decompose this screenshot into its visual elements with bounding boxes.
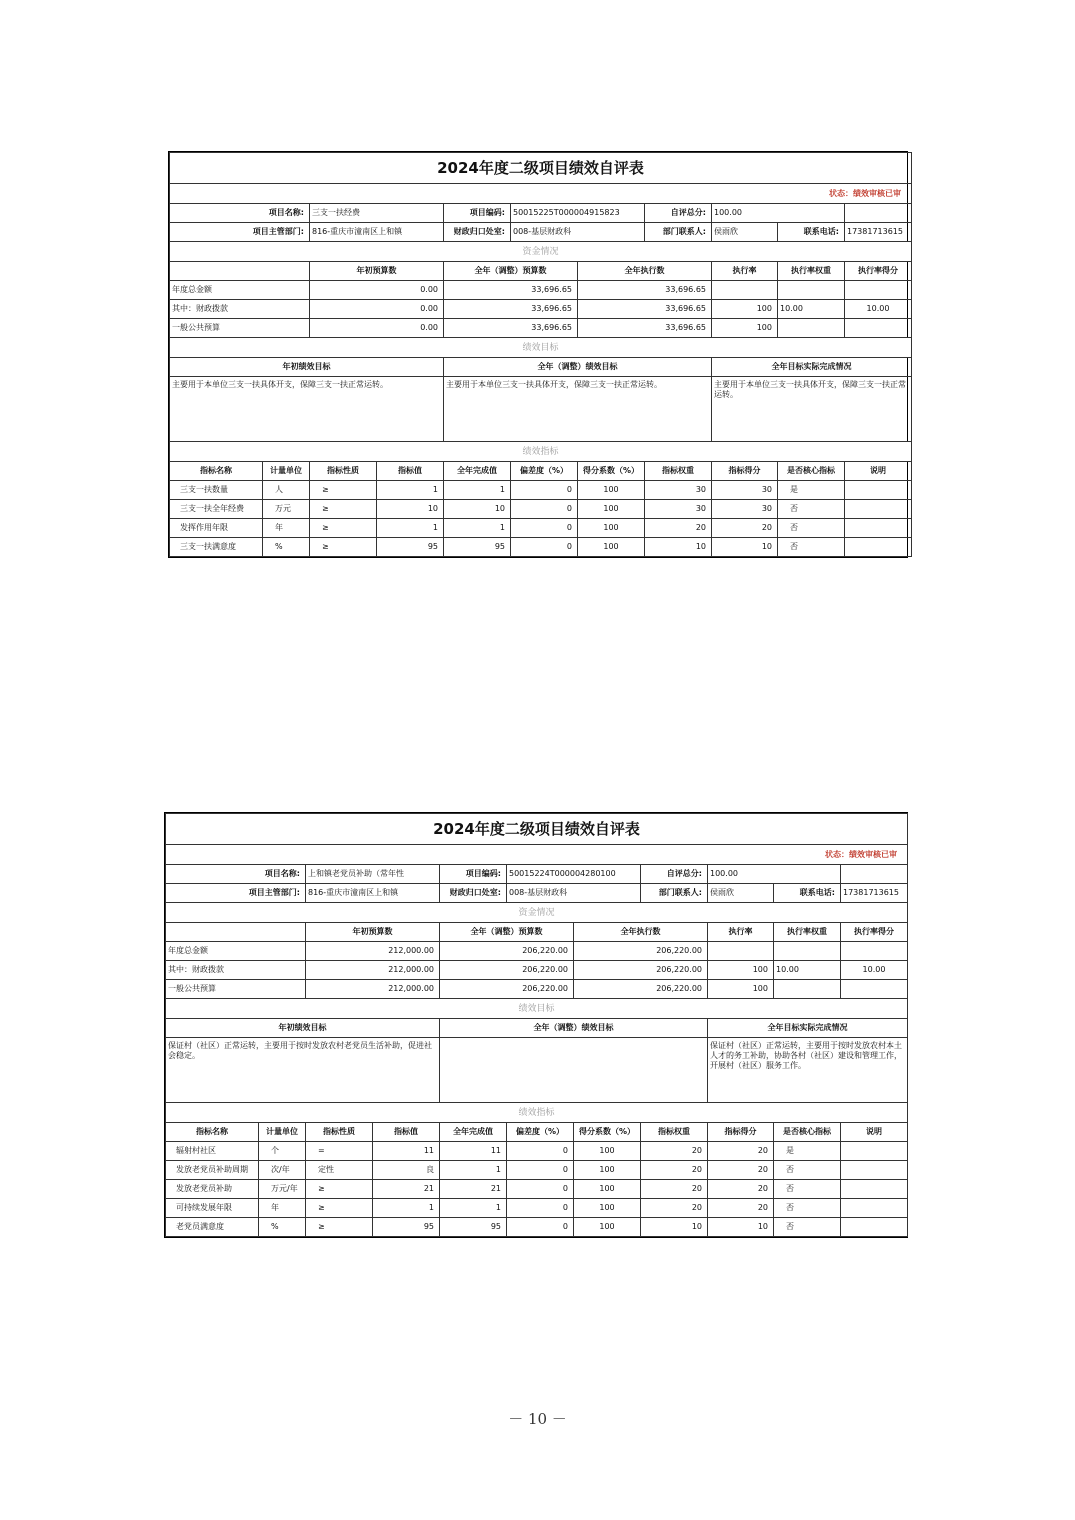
target-cell: 良 [373,1161,440,1180]
goals-header: 全年目标实际完成情况 [712,358,912,377]
execution-rate-cell: 100 [708,961,774,980]
funds-header: 年初预算数 [310,262,444,281]
project-name-value: 上和镇老党员补助（常年性 [306,865,440,884]
target-cell: 95 [377,538,444,557]
adjusted-budget-cell: 206,220.00 [440,961,574,980]
goals-header: 年初绩效目标 [170,358,444,377]
indicator-row [170,538,912,557]
indicator-row [170,519,912,538]
score-cell: 10 [708,1218,774,1237]
project-name-label: 项目名称: [170,204,310,223]
weight-cell: 20 [641,1180,708,1199]
actual-goal-text: 保证村（社区）正常运转，主要用于按时发放农村本土人才的务工补助，协助各村（社区）建设和管理工作，开展村（社区）服务工作。 [708,1038,908,1103]
dept-value: 816-重庆市潼南区上和镇 [306,884,440,903]
target-cell: 10 [377,500,444,519]
indicator-header: 全年完成值 [444,462,511,481]
unit-cell: 人 [263,481,310,500]
coef-cell: 100 [574,1180,641,1199]
funds-row [170,300,912,319]
score-label: 自评总分: [645,204,712,223]
score-value: 100.00 [712,204,845,223]
funds-header: 全年执行数 [574,923,708,942]
deviation-cell: 0 [507,1180,574,1199]
goals-header: 全年目标实际完成情况 [708,1019,908,1038]
executed-cell: 206,220.00 [574,942,708,961]
weight-cell: 20 [641,1199,708,1218]
phone-value: 17381713615 [841,884,908,903]
score-cell: 30 [712,481,778,500]
coef-cell: 100 [578,500,645,519]
initial-goal-text: 保证村（社区）正常运转，主要用于按时发放农村老党员生活补助，促进社会稳定。 [166,1038,440,1103]
form-title: 2024年度二级项目绩效自评表 [166,814,908,845]
note-cell [841,1161,908,1180]
executed-cell: 206,220.00 [574,980,708,999]
coef-cell: 100 [578,519,645,538]
funds-header: 执行率权重 [778,262,845,281]
goals-header: 全年（调整）绩效目标 [440,1019,708,1038]
funds-header: 全年执行数 [578,262,712,281]
nature-cell: ≥ [310,500,377,519]
coef-cell: 100 [574,1199,641,1218]
target-cell: 11 [373,1142,440,1161]
note-cell [845,538,912,557]
rate-score-cell [841,980,908,999]
adjusted-budget-cell: 33,696.65 [444,281,578,300]
unit-cell: 次/年 [259,1161,306,1180]
execution-rate-cell [712,281,778,300]
coef-cell: 100 [574,1161,641,1180]
project-code-label: 项目编码: [440,865,507,884]
weight-cell: 20 [641,1161,708,1180]
weight-cell: 30 [645,481,712,500]
funds-header: 全年（调整）预算数 [444,262,578,281]
performance-form-1 [168,151,908,558]
execution-rate-cell [708,942,774,961]
adjusted-budget-cell: 33,696.65 [444,300,578,319]
initial-budget-cell: 212,000.00 [306,942,440,961]
note-cell [841,1218,908,1237]
empty-cell [845,204,912,223]
indicator-header: 计量单位 [263,462,310,481]
goals-header: 全年（调整）绩效目标 [444,358,712,377]
coef-cell: 100 [578,538,645,557]
project-code-value: 50015225T000004915823 [511,204,645,223]
deviation-cell: 0 [511,500,578,519]
indicator-name: 发放老党员补助周期 [166,1161,259,1180]
funds-row [166,980,908,999]
funds-row-label: 其中：财政拨款 [170,300,310,319]
indicator-header: 指标性质 [310,462,377,481]
core-cell: 否 [778,538,845,557]
actual-goal-text: 主要用于本单位三支一扶具体开支，保障三支一扶正常运转。 [712,377,912,442]
score-value: 100.00 [708,865,841,884]
nature-cell: = [306,1142,373,1161]
funds-section-header: 资金情况 [170,242,912,262]
nature-cell: ≥ [306,1180,373,1199]
indicator-header: 是否核心指标 [774,1123,841,1142]
indicator-header: 指标得分 [708,1123,774,1142]
contact-label: 部门联系人: [641,884,708,903]
completed-cell: 11 [440,1142,507,1161]
completed-cell: 1 [440,1199,507,1218]
executed-cell: 33,696.65 [578,300,712,319]
indicator-name: 可持续发展年限 [166,1199,259,1218]
note-cell [845,500,912,519]
funds-header: 执行率得分 [845,262,912,281]
score-cell: 30 [712,500,778,519]
completed-cell: 10 [444,500,511,519]
adjusted-budget-cell: 206,220.00 [440,980,574,999]
deviation-cell: 0 [507,1199,574,1218]
nature-cell: ≥ [310,538,377,557]
unit-cell: 万元 [263,500,310,519]
indicator-header: 全年完成值 [440,1123,507,1142]
rate-score-cell [845,281,912,300]
core-cell: 否 [774,1199,841,1218]
project-code-value: 50015224T000004280100 [507,865,641,884]
indicator-row [166,1161,908,1180]
indicator-header: 指标名称 [170,462,263,481]
phone-label: 联系电话: [778,223,845,242]
core-cell: 否 [774,1161,841,1180]
deviation-cell: 0 [511,481,578,500]
rate-weight-cell [778,281,845,300]
rate-score-cell: 10.00 [845,300,912,319]
indicator-header: 是否核心指标 [778,462,845,481]
core-cell: 否 [774,1218,841,1237]
indicator-name: 发放老党员补助 [166,1180,259,1199]
initial-budget-cell: 212,000.00 [306,961,440,980]
contact-value: 侯雨欣 [708,884,774,903]
score-label: 自评总分: [641,865,708,884]
indicator-header: 得分系数（%） [578,462,645,481]
indicator-name: 老党员满意度 [166,1218,259,1237]
weight-cell: 10 [641,1218,708,1237]
coef-cell: 100 [574,1218,641,1237]
finance-value: 008-基层财政科 [511,223,645,242]
dept-value: 816-重庆市潼南区上和镇 [310,223,444,242]
rate-score-cell: 10.00 [841,961,908,980]
rate-score-cell [841,942,908,961]
indicator-name: 三支一扶全年经费 [170,500,263,519]
core-cell: 否 [778,519,845,538]
note-cell [841,1199,908,1218]
phone-value: 17381713615 [845,223,912,242]
completed-cell: 1 [440,1161,507,1180]
rate-weight-cell [778,319,845,338]
indicators-section-header: 绩效指标 [170,442,912,462]
execution-rate-cell: 100 [712,300,778,319]
initial-budget-cell: 0.00 [310,300,444,319]
rate-weight-cell: 10.00 [778,300,845,319]
initial-goal-text: 主要用于本单位三支一扶具体开支，保障三支一扶正常运转。 [170,377,444,442]
adjusted-goal-text: 主要用于本单位三支一扶具体开支，保障三支一扶正常运转。 [444,377,712,442]
contact-value: 侯雨欣 [712,223,778,242]
core-cell: 是 [778,481,845,500]
score-cell: 20 [708,1161,774,1180]
funds-header: 执行率 [712,262,778,281]
indicator-name: 发挥作用年限 [170,519,263,538]
indicator-header: 指标得分 [712,462,778,481]
rate-score-cell [845,319,912,338]
weight-cell: 10 [645,538,712,557]
goals-header: 年初绩效目标 [166,1019,440,1038]
funds-row-label: 年度总金额 [166,942,306,961]
indicator-name: 三支一扶满意度 [170,538,263,557]
funds-header: 执行率权重 [774,923,841,942]
score-cell: 20 [708,1142,774,1161]
finance-label: 财政归口处室: [440,884,507,903]
funds-header: 年初预算数 [306,923,440,942]
funds-row [170,281,912,300]
indicator-header: 说明 [841,1123,908,1142]
executed-cell: 206,220.00 [574,961,708,980]
unit-cell: 年 [263,519,310,538]
funds-row-label: 一般公共预算 [170,319,310,338]
adjusted-goal-text [440,1038,708,1103]
weight-cell: 20 [645,519,712,538]
executed-cell: 33,696.65 [578,281,712,300]
adjusted-budget-cell: 206,220.00 [440,942,574,961]
unit-cell: 万元/年 [259,1180,306,1199]
project-name-value: 三支一扶经费 [310,204,444,223]
deviation-cell: 0 [511,538,578,557]
indicator-header: 偏差度（%） [511,462,578,481]
nature-cell: ≥ [306,1199,373,1218]
initial-budget-cell: 0.00 [310,319,444,338]
status-badge: 状态：绩效审核已审 [170,184,912,204]
empty-cell [170,262,310,281]
indicator-header: 指标性质 [306,1123,373,1142]
completed-cell: 21 [440,1180,507,1199]
completed-cell: 95 [440,1218,507,1237]
funds-header: 执行率得分 [841,923,908,942]
unit-cell: % [263,538,310,557]
indicator-row [166,1218,908,1237]
executed-cell: 33,696.65 [578,319,712,338]
indicator-name: 辐射村社区 [166,1142,259,1161]
completed-cell: 1 [444,519,511,538]
contact-label: 部门联系人: [645,223,712,242]
indicator-header: 计量单位 [259,1123,306,1142]
page-number: － 10 － [508,1410,567,1428]
adjusted-budget-cell: 33,696.65 [444,319,578,338]
indicator-header: 指标值 [377,462,444,481]
indicator-row [166,1199,908,1218]
indicator-header: 指标值 [373,1123,440,1142]
funds-header: 执行率 [708,923,774,942]
indicator-name: 三支一扶数量 [170,481,263,500]
funds-row [166,942,908,961]
status-badge: 状态：绩效审核已审 [166,845,908,865]
target-cell: 1 [377,519,444,538]
unit-cell: 个 [259,1142,306,1161]
indicator-header: 指标名称 [166,1123,259,1142]
empty-cell [166,923,306,942]
coef-cell: 100 [574,1142,641,1161]
goals-section-header: 绩效目标 [166,999,908,1019]
indicator-header: 指标权重 [641,1123,708,1142]
weight-cell: 20 [641,1142,708,1161]
nature-cell: ≥ [310,481,377,500]
deviation-cell: 0 [507,1218,574,1237]
nature-cell: ≥ [310,519,377,538]
score-cell: 20 [708,1199,774,1218]
indicator-row [170,481,912,500]
indicator-header: 得分系数（%） [574,1123,641,1142]
deviation-cell: 0 [511,519,578,538]
rate-weight-cell [774,942,841,961]
coef-cell: 100 [578,481,645,500]
phone-label: 联系电话: [774,884,841,903]
weight-cell: 30 [645,500,712,519]
note-cell [841,1142,908,1161]
unit-cell: % [259,1218,306,1237]
rate-weight-cell: 10.00 [774,961,841,980]
core-cell: 否 [778,500,845,519]
score-cell: 20 [708,1180,774,1199]
initial-budget-cell: 212,000.00 [306,980,440,999]
completed-cell: 95 [444,538,511,557]
funds-section-header: 资金情况 [166,903,908,923]
funds-row-label: 年度总金额 [170,281,310,300]
indicator-row [166,1180,908,1199]
score-cell: 10 [712,538,778,557]
target-cell: 95 [373,1218,440,1237]
form-title: 2024年度二级项目绩效自评表 [170,153,912,184]
core-cell: 否 [774,1180,841,1199]
project-code-label: 项目编码: [444,204,511,223]
execution-rate-cell: 100 [708,980,774,999]
score-cell: 20 [712,519,778,538]
indicators-section-header: 绩效指标 [166,1103,908,1123]
initial-budget-cell: 0.00 [310,281,444,300]
deviation-cell: 0 [507,1142,574,1161]
note-cell [845,481,912,500]
indicator-header: 说明 [845,462,912,481]
unit-cell: 年 [259,1199,306,1218]
funds-row [166,961,908,980]
funds-header: 全年（调整）预算数 [440,923,574,942]
deviation-cell: 0 [507,1161,574,1180]
dept-label: 项目主管部门: [170,223,310,242]
indicator-header: 指标权重 [645,462,712,481]
target-cell: 1 [373,1199,440,1218]
empty-cell [841,865,908,884]
completed-cell: 1 [444,481,511,500]
rate-weight-cell [774,980,841,999]
funds-row-label: 一般公共预算 [166,980,306,999]
nature-cell: ≥ [306,1218,373,1237]
indicator-header: 偏差度（%） [507,1123,574,1142]
indicator-row [170,500,912,519]
indicator-row [166,1142,908,1161]
target-cell: 21 [373,1180,440,1199]
project-name-label: 项目名称: [166,865,306,884]
finance-value: 008-基层财政科 [507,884,641,903]
dept-label: 项目主管部门: [166,884,306,903]
nature-cell: 定性 [306,1161,373,1180]
funds-row-label: 其中：财政拨款 [166,961,306,980]
execution-rate-cell: 100 [712,319,778,338]
form-table [169,152,912,557]
core-cell: 是 [774,1142,841,1161]
goals-section-header: 绩效目标 [170,338,912,358]
performance-form-2 [164,812,908,1238]
funds-row [170,319,912,338]
note-cell [845,519,912,538]
note-cell [841,1180,908,1199]
target-cell: 1 [377,481,444,500]
form-table [165,813,908,1237]
finance-label: 财政归口处室: [444,223,511,242]
